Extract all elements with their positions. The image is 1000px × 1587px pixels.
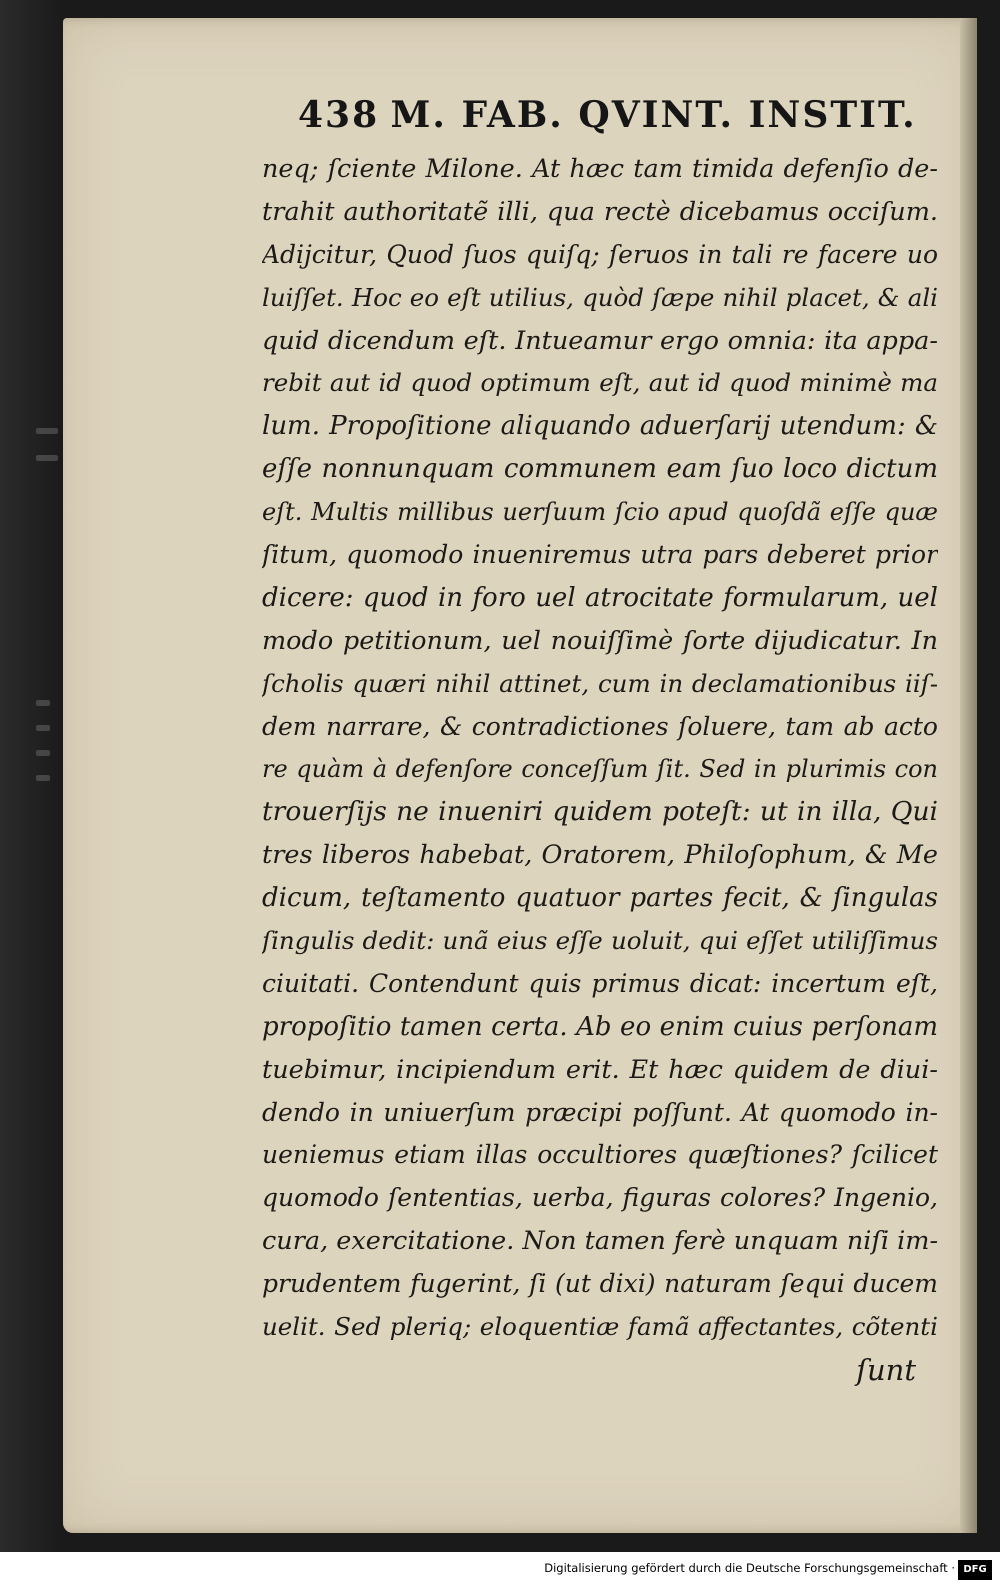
text-line: dendo in uniuerſum præcipi poſſunt. At quomodo in- — [262, 1097, 938, 1127]
text-line: luiſſet. Hoc eo eſt utilius, quòd ſæpe nihil placet, & ali — [262, 282, 938, 312]
text-line: ueniemus etiam illas occultiores quæſtiones? ſcilicet — [262, 1140, 938, 1170]
facing-page-trace — [36, 700, 50, 706]
text-line: ſitum, quomodo inueniremus utra pars deberet prior — [262, 540, 938, 570]
facing-page-trace — [36, 750, 50, 756]
text-line: rebit aut id quod optimum eſt, aut id quod minimè ma — [262, 368, 938, 398]
text-line: trahit authoritatẽ illi, qua rectè dicebamus occiſum. — [262, 196, 938, 227]
facing-page-trace — [36, 455, 58, 461]
text-line: uelit. Sed pleriq; eloquentiæ famã affectantes, cõtenti — [262, 1312, 938, 1342]
footer-bar — [0, 1552, 1000, 1587]
text-line: tres liberos habebat, Oratorem, Philoſophum, & Me — [262, 840, 938, 871]
text-line: tuebimur, incipiendum erit. Et hæc quidem de diui- — [262, 1054, 938, 1085]
text-line: eſſe nonnunquam communem eam ſuo loco dictum — [262, 454, 938, 485]
running-header — [298, 94, 938, 144]
text-line: cura, exercitatione. Non tamen ferè unquam niſi im- — [262, 1226, 938, 1257]
text-line: neq; ſciente Milone. At hæc tam timida defenſio de- — [262, 154, 938, 184]
dfg-logo — [958, 1560, 992, 1580]
facing-page-edge — [0, 0, 60, 1552]
facing-page-trace — [36, 775, 50, 781]
text-line: ciuitati. Contendunt quis primus dicat: incertum eſt, — [262, 968, 938, 998]
text-line: dicere: quod in foro uel atrocitate formularum, uel — [262, 582, 938, 613]
text-line: quomodo ſententias, uerba, figuras colores? Ingenio, — [262, 1183, 938, 1213]
text-line: Adijcitur, Quod ſuos quiſq; ſeruos in tali re facere uo — [262, 239, 938, 269]
text-line: propoſitio tamen certa. Ab eo enim cuius perſonam — [262, 1011, 938, 1042]
facing-page-trace — [36, 428, 58, 434]
text-line: trouerſijs ne inueniri quidem poteſt: ut in illa, Qui — [262, 796, 938, 828]
facing-page-trace — [36, 725, 50, 731]
text-line: re quàm à defenſore conceſſum ſit. Sed in plurimis con — [262, 755, 938, 784]
text-line: quid dicendum eſt. Intueamur ergo omnia: ita appa- — [262, 325, 938, 356]
page-edge-shadow — [960, 18, 977, 1533]
text-line: dicum, teſtamento quatuor partes fecit, & ſingulas — [262, 883, 938, 914]
text-line: prudentem fugerint, ſi (ut dixi) naturam ſequi ducem — [262, 1269, 938, 1299]
dfg-logo-text: DFG — [963, 1564, 987, 1575]
body-text — [262, 148, 938, 1392]
text-line: ſcholis quæri nihil attinet, cum in declamationibus iiſ- — [262, 668, 938, 698]
funding-credit: Digitalisierung gefördert durch die Deutsche Forschungsgemeinschaft · — [544, 1561, 955, 1575]
text-line: lum. Propoſitione aliquando aduerſarij utendum: & — [262, 411, 938, 442]
running-title: M. FAB. QVINT. INSTIT. — [390, 94, 917, 136]
text-line: ſingulis dedit: unã eius eſſe uoluit, qui eſſet utiliſſimus — [262, 926, 938, 956]
text-line: dem narrare, & contradictiones ſoluere, tam ab acto — [262, 711, 938, 741]
text-line: modo petitionum, uel nouiſſimè ſorte dijudicatur. In — [262, 625, 938, 656]
text-line: ſunt — [856, 1352, 916, 1387]
page-number: 438 — [298, 94, 380, 136]
text-line: eſt. Multis millibus uerſuum ſcio apud quoſdã eſſe quæ — [262, 498, 938, 527]
